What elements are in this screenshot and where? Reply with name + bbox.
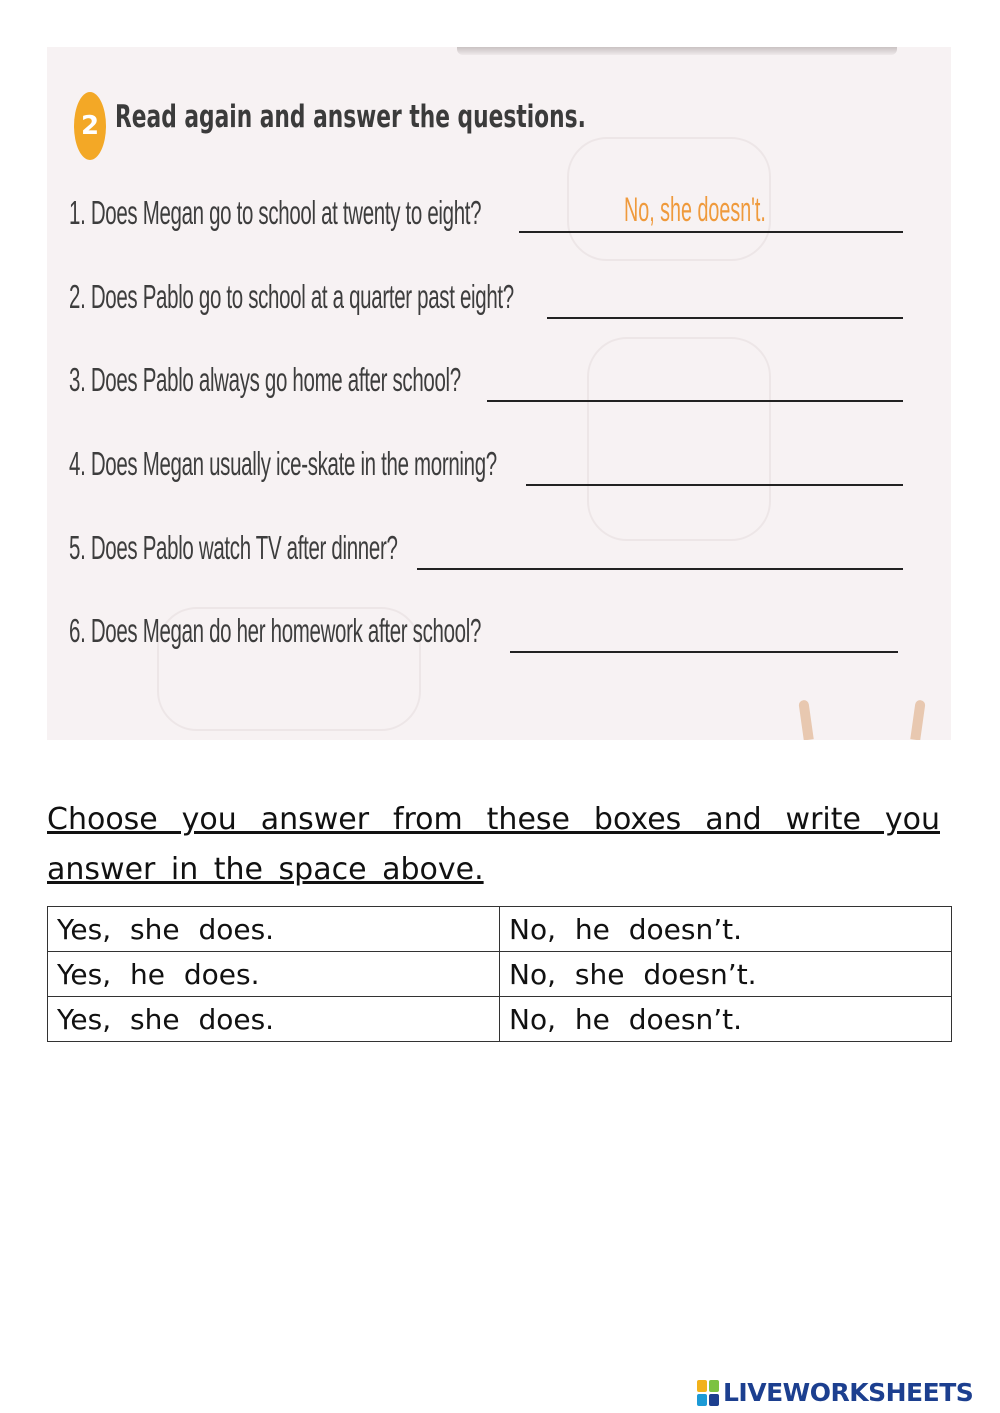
question-row bbox=[69, 529, 929, 569]
table-row bbox=[48, 952, 952, 997]
option-cell[interactable]: Yes, she does. bbox=[48, 907, 500, 952]
exercise-title: Read again and answer the questions. bbox=[115, 99, 586, 135]
question-row bbox=[69, 191, 929, 234]
answer-line[interactable] bbox=[487, 400, 903, 402]
question-row bbox=[69, 445, 929, 485]
exercise-scan bbox=[47, 47, 951, 740]
option-cell[interactable]: Yes, she does. bbox=[48, 997, 500, 1042]
question-text: 1. Does Megan go to school at twenty to eight? bbox=[69, 194, 482, 231]
exercise-number: 2 bbox=[80, 111, 100, 141]
answer-line[interactable] bbox=[547, 317, 903, 319]
answer-line[interactable] bbox=[510, 651, 898, 653]
question-text: 4. Does Megan usually ice-skate in the morning? bbox=[69, 445, 497, 482]
answer-line[interactable] bbox=[417, 568, 903, 570]
option-cell[interactable]: No, he doesn’t. bbox=[500, 997, 952, 1042]
option-cell[interactable]: No, she doesn’t. bbox=[500, 952, 952, 997]
question-row bbox=[69, 278, 929, 318]
answer-text[interactable]: No, she doesn't. bbox=[624, 191, 766, 229]
exercise-number-badge bbox=[74, 92, 106, 160]
liveworksheets-brand bbox=[697, 1378, 973, 1407]
liveworksheets-logo-icon bbox=[697, 1380, 719, 1406]
question-text: 5. Does Pablo watch TV after dinner? bbox=[69, 529, 398, 566]
question-text: 6. Does Megan do her homework after school? bbox=[69, 612, 482, 649]
question-row bbox=[69, 612, 929, 652]
option-cell[interactable]: Yes, he does. bbox=[48, 952, 500, 997]
question-text: 2. Does Pablo go to school at a quarter past eight? bbox=[69, 278, 514, 315]
question-text: 3. Does Pablo always go home after school? bbox=[69, 361, 461, 398]
answer-options-table bbox=[47, 906, 952, 1042]
hand-illustration bbox=[910, 699, 925, 740]
answer-line[interactable] bbox=[519, 231, 903, 233]
option-cell[interactable]: No, he doesn’t. bbox=[500, 907, 952, 952]
answer-line[interactable] bbox=[526, 484, 903, 486]
instructions: Choose you answer from these boxes and write you answer in the space above. bbox=[47, 802, 940, 887]
scan-edge-shadow bbox=[457, 47, 897, 55]
brand-name: LIVEWORKSHEETS bbox=[723, 1378, 974, 1407]
hand-illustration bbox=[798, 699, 813, 740]
question-row bbox=[69, 361, 929, 401]
table-row bbox=[48, 907, 952, 952]
table-row bbox=[48, 997, 952, 1042]
